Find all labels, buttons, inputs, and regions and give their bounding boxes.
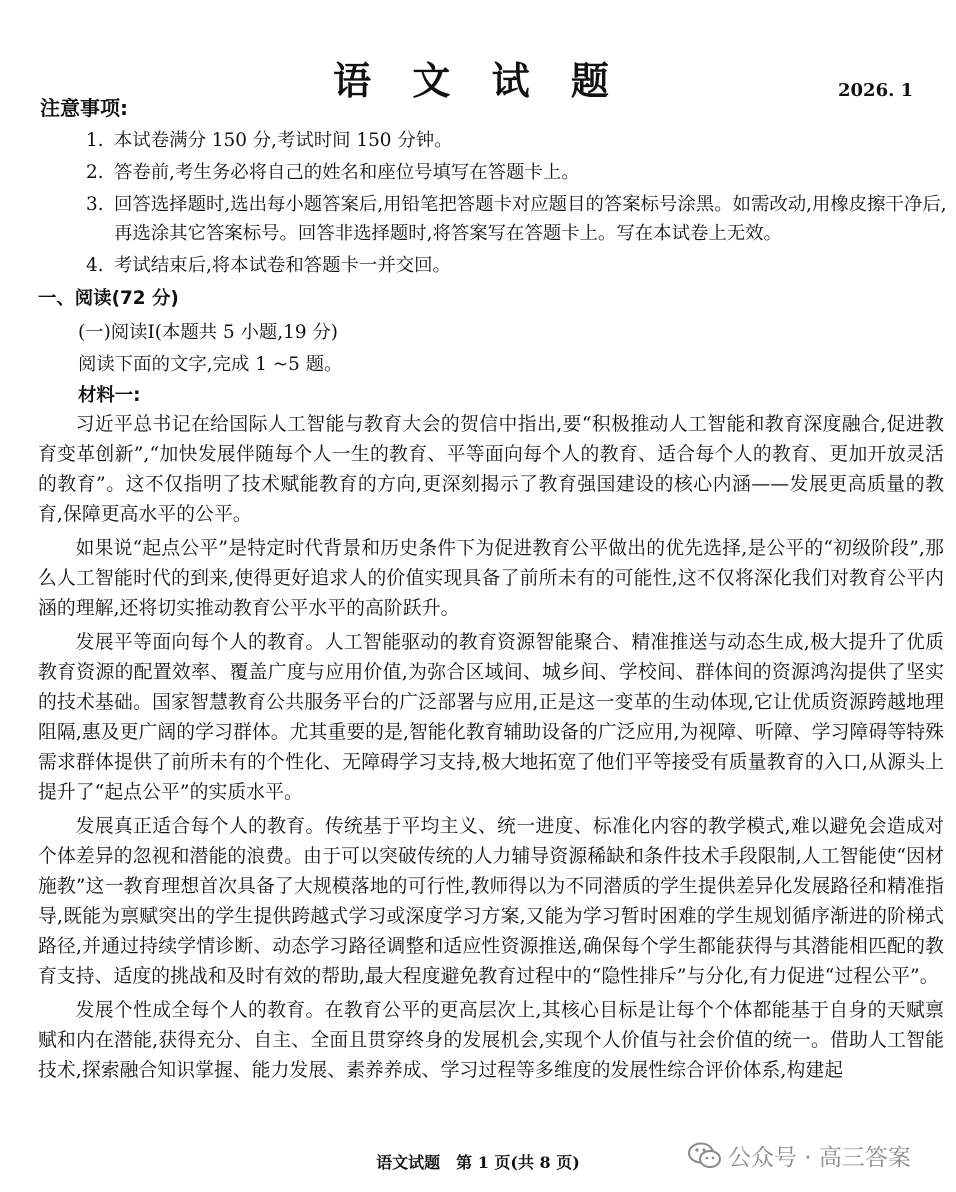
exam-date: 2026. 1 — [838, 80, 914, 101]
notice-item — [86, 126, 946, 155]
page-title: 语 文 试 题 — [333, 59, 623, 103]
notice-list — [86, 126, 946, 283]
article-paragraph: 发展个性成全每个人的教育。在教育公平的更高层次上,其核心目标是让每个个体都能基于自身的天赋禀赋和内在潜能,获得充分、自主、全面且贯穿终身的发展机会,实现个人价值与社会价值的统一。借助人工智能技术,探索融合知识掌握、能力发展、素养养成、学习过程等多维度的发展性综合评价体系,构建起 — [38, 1000, 944, 1081]
section-heading: 一、阅读(72 分) — [38, 288, 179, 309]
article-body — [38, 410, 944, 1090]
notice-item-number: 1. — [86, 130, 104, 151]
notice-item-number: 4. — [86, 255, 104, 276]
notice-item-number: 3. — [86, 194, 104, 215]
notice-item — [86, 251, 946, 280]
section-instruction: 阅读下面的文字,完成 1 ~5 题。 — [78, 354, 343, 375]
page-footer: 语文试题 第 1 页(共 8 页) — [376, 1153, 580, 1172]
material-label: 材料一: — [78, 385, 141, 406]
notice-item-text: 回答选择题时,选出每小题答案后,用铅笔把答题卡对应题目的答案标号涂黑。如需改动,用橡皮擦干净后,再选涂其它答案标号。回答非选择题时,将答案写在答题卡上。写在本试卷上无效。 — [114, 194, 947, 244]
notice-item-text: 考试结束后,将本试卷和答题卡一并交回。 — [114, 255, 451, 276]
notice-item-text: 本试卷满分 150 分,考试时间 150 分钟。 — [114, 130, 453, 151]
notice-item — [86, 190, 954, 248]
notice-item — [86, 158, 946, 187]
section-subheading: (一)阅读Ⅰ(本题共 5 小题,19 分) — [78, 322, 338, 343]
watermark — [688, 1139, 911, 1172]
wechat-icon — [688, 1142, 722, 1170]
notice-heading: 注意事项: — [40, 96, 128, 120]
article-paragraph: 发展真正适合每个人的教育。传统基于平均主义、统一进度、标准化内容的教学模式,难以避免会造成对个体差异的忽视和潜能的浪费。由于可以突破传统的人力辅导资源稀缺和条件技术手段限制,人工智能使“因材施教”这一教育理想首次具备了大规模落地的可行性,教师得以为不同潜质的学生提供差异化发展路径和精准指导,既能为禀赋突出的学生提供跨越式学习或深度学习方案,又能为学习暂时困难的学生规划循序渐进的阶梯式路径,并通过持续学情诊断、动态学习路径调整和适应性资源推送,确保每个学生都能获得与其潜能相匹配的教育支持、适度的挑战和及时有效的帮助,最大程度避免教育过程中的“隐性排斥”与分化,有力促进“过程公平”。 — [38, 816, 944, 987]
watermark-text: 公众号 · 高三答案 — [728, 1145, 911, 1171]
notice-item-number: 2. — [86, 162, 104, 183]
article-paragraph: 如果说“起点公平”是特定时代背景和历史条件下为促进教育公平做出的优先选择,是公平的“初级阶段”,那么人工智能时代的到来,使得更好追求人的价值实现具备了前所未有的可能性,这不仅将深化我们对教育公平内涵的理解,还将切实推动教育公平水平的高阶跃升。 — [38, 538, 944, 619]
article-paragraph: 发展平等面向每个人的教育。人工智能驱动的教育资源智能聚合、精准推送与动态生成,极大提升了优质教育资源的配置效率、覆盖广度与应用价值,为弥合区域间、城乡间、学校间、群体间的资源鸿沟提供了坚实的技术基础。国家智慧教育公共服务平台的广泛部署与应用,正是这一变革的生动体现,它让优质资源跨越地理阻隔,惠及更广阔的学习群体。尤其重要的是,智能化教育辅助设备的广泛应用,为视障、听障、学习障碍等特殊需求群体提供了前所未有的个性化、无障碍学习支持,极大地拓宽了他们平等接受有质量教育的入口,从源头上提升了“起点公平”的实质水平。 — [38, 632, 944, 803]
article-paragraph: 习近平总书记在给国际人工智能与教育大会的贺信中指出,要“积极推动人工智能和教育深度融合,促进教育变革创新”,“加快发展伴随每个人一生的教育、平等面向每个人的教育、适合每个人的教育、更加开放灵活的教育”。这不仅指明了技术赋能教育的方向,更深刻揭示了教育强国建设的核心内涵——发展更高质量的教育,保障更高水平的公平。 — [38, 414, 944, 525]
notice-item-text: 答卷前,考生务必将自己的姓名和座位号填写在答题卡上。 — [114, 162, 580, 183]
